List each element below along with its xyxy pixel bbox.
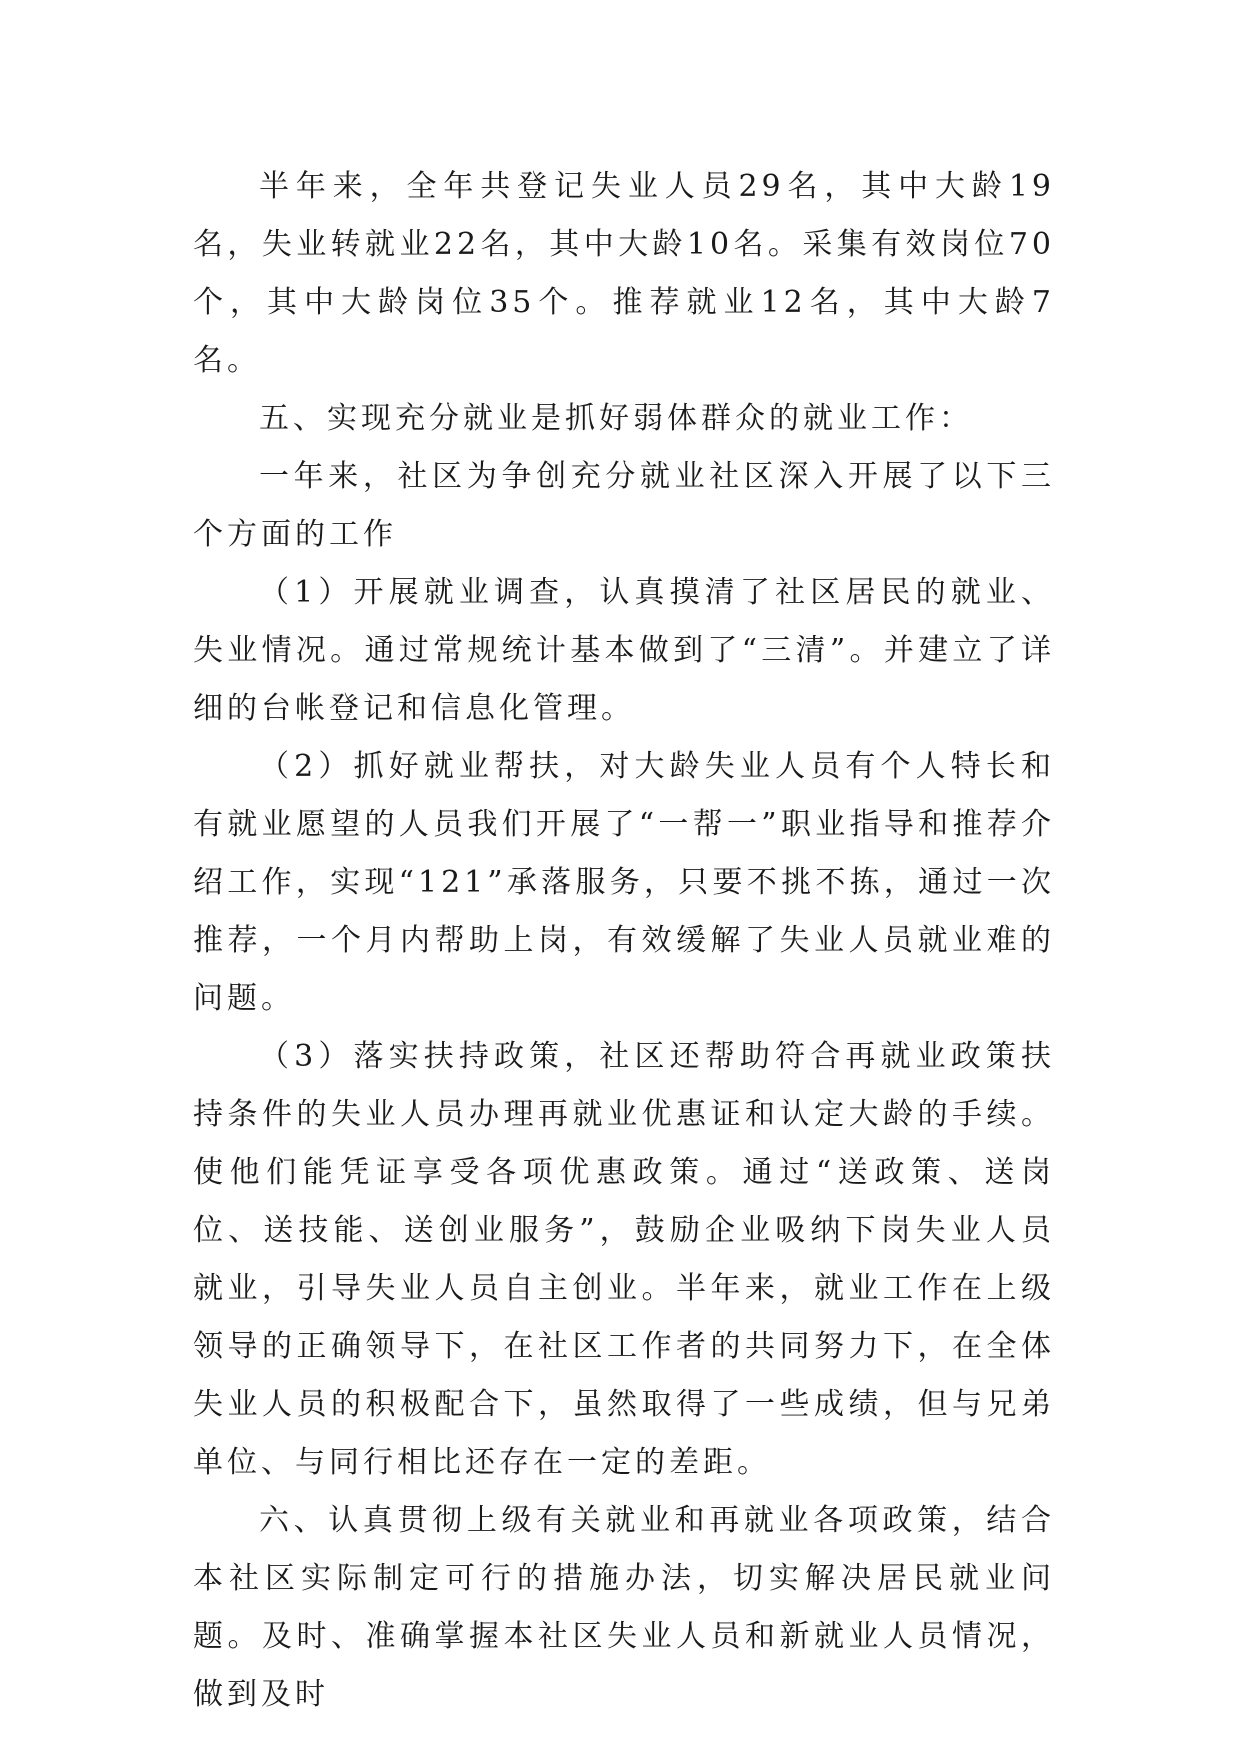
paragraph-intro: 一年来，社区为争创充分就业社区深入开展了以下三个方面的工作 bbox=[193, 459, 1055, 552]
list-item-2: （2）抓好就业帮扶，对大龄失业人员有个人特长和有就业愿望的人员我们开展了“一帮一”职业指导和推荐介绍工作，实现“121”承落服务，只要不挑不拣，通过一次推荐，一个月内帮助上岗，有效缓解了失业人员就业难的问题。 bbox=[193, 749, 1055, 1016]
list-item-1: （1）开展就业调查，认真摸清了社区居民的就业、失业情况。通过常规统计基本做到了“三清”。并建立了详细的台帐登记和信息化管理。 bbox=[193, 575, 1055, 726]
section-heading-6: 六、认真贯彻上级有关就业和再就业各项政策，结合本社区实际制定可行的措施办法，切实解决居民就业问题。及时、准确掌握本社区失业人员和新就业人员情况，做到及时 bbox=[193, 1503, 1055, 1712]
paragraph-summary: 半年来，全年共登记失业人员29名，其中大龄19名，失业转就业22名，其中大龄10名。采集有效岗位70个，其中大龄岗位35个。推荐就业12名，其中大龄7名。 bbox=[193, 169, 1055, 378]
section-heading-5: 五、实现充分就业是抓好弱体群众的就业工作： bbox=[259, 401, 973, 436]
document-body bbox=[193, 158, 1055, 1724]
list-item-3: （3）落实扶持政策，社区还帮助符合再就业政策扶持条件的失业人员办理再就业优惠证和认定大龄的手续。使他们能凭证享受各项优惠政策。通过“送政策、送岗位、送技能、送创业服务”，鼓励企业吸纳下岗失业人员就业，引导失业人员自主创业。半年来，就业工作在上级领导的正确领导下，在社区工作者的共同努力下，在全体失业人员的积极配合下，虽然取得了一些成绩，但与兄弟单位、与同行相比还存在一定的差距。 bbox=[193, 1039, 1055, 1480]
